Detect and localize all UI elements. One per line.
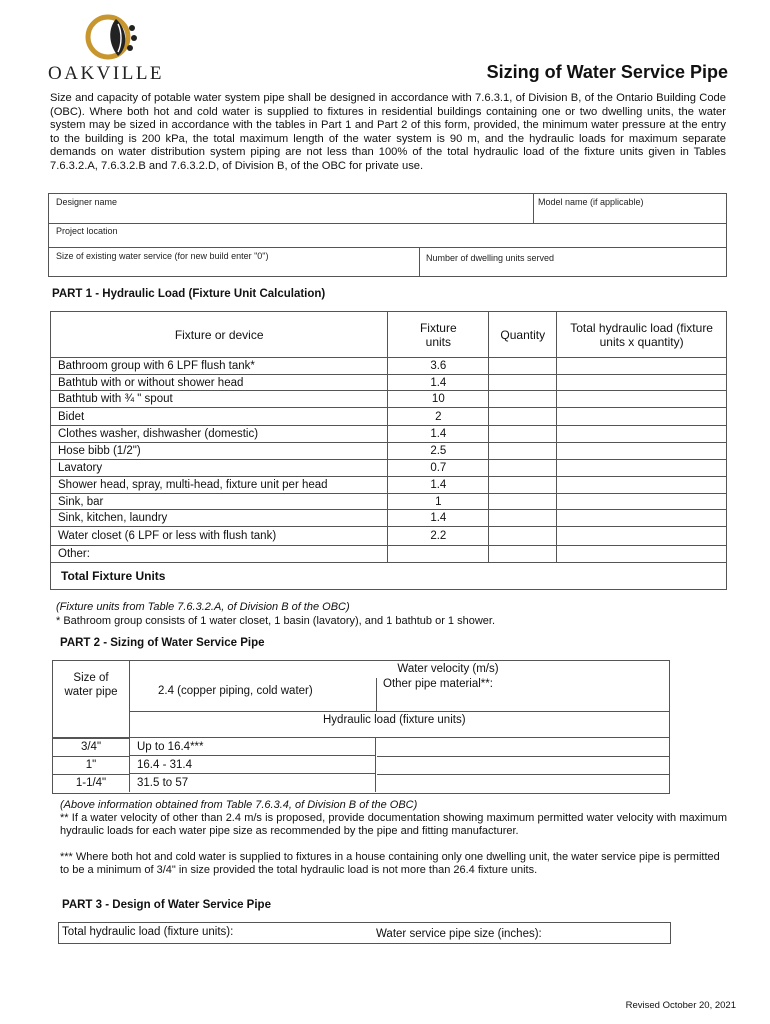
quantity-input[interactable]: [489, 510, 557, 527]
velocity-footnote: ** If a water velocity of other than 2.4 m/s is proposed, provide documentation showing maximum permitted water velocity with maximum hydraulic loads for each water pipe size as recommended by the pipe and fitting manufacturer.: [60, 812, 727, 838]
pipe-size-label: Water service pipe size (inches):: [376, 928, 542, 940]
total-load-input[interactable]: [557, 460, 727, 477]
fixture-units-value: 1.4: [388, 477, 489, 494]
oakville-logo: [78, 10, 148, 64]
pipe-size-value: 1-1/4": [53, 774, 130, 792]
part1-source-note: (Fixture units from Table 7.6.3.2.A, of Division B of the OBC): [56, 601, 350, 613]
col-units-header: Fixture units: [388, 312, 489, 358]
fixture-row: [51, 527, 727, 546]
existing-service-field[interactable]: [49, 248, 420, 276]
fixture-units-value: 2.5: [388, 443, 489, 460]
pipe-size-field[interactable]: [365, 923, 670, 943]
fixture-row: [51, 375, 727, 391]
col-velocity-header: Water velocity (m/s): [397, 663, 499, 675]
total-load-input[interactable]: [557, 477, 727, 494]
quantity-input[interactable]: [489, 443, 557, 460]
intro-paragraph: Size and capacity of potable water system pipe shall be designed in accordance with 7.6.3.1, of Division B, of the Ontario Building Code (OBC). Where both hot and cold water is supplied to fixtures in residential buildings containing one or two dwelling units, the water system may be sized in accordance with the tables in Part 1 and Part 2 of this form, provided, the minimum water pressure at the entry to the building is 200 kPa, the total maximum length of the water system is 90 m, and the hydraulic loads for maximum separate demands on water distribution system piping are not less than 100% of the total hydraulic load of the fixture units given in Tables 7.6.3.2.A, 7.6.3.2.B and 7.6.3.2.D, of Division B, of the OBC for private use.: [50, 92, 726, 172]
fixture-row: [51, 460, 727, 477]
existing-service-label: Size of existing water service (for new build enter "0"): [56, 251, 269, 261]
col-other-header: Other pipe material**:: [383, 678, 493, 690]
fixture-name: Shower head, spray, multi-head, fixture unit per head: [51, 477, 388, 494]
fixture-row: [51, 477, 727, 494]
col-total-header: Total hydraulic load (fixture units x quantity): [557, 312, 727, 358]
fixture-row: [51, 546, 727, 563]
total-load-input[interactable]: [557, 527, 727, 546]
fixture-units-value: 0.7: [388, 460, 489, 477]
part2-source-note: (Above information obtained from Table 7.6.3.4, of Division B of the OBC): [60, 799, 418, 811]
fixture-units-value: 1.4: [388, 375, 489, 391]
table-divider: [53, 737, 669, 738]
dwelling-footnote: *** Where both hot and cold water is supplied to fixtures in a house containing only one dwelling unit, the water service pipe is permitted to be a minimum of 3/4" in size provided the total hydraulic load is not more than 26.4 fixture units.: [60, 851, 720, 877]
pipe-size-value: 3/4": [53, 738, 130, 757]
fixture-units-value: 10: [388, 391, 489, 408]
other-material-load-input[interactable]: [377, 774, 669, 792]
dwelling-units-field[interactable]: [420, 248, 726, 276]
total-hydraulic-load-field[interactable]: [59, 923, 365, 943]
fixture-name: Hose bibb (1/2"): [51, 443, 388, 460]
designer-name-field[interactable]: [49, 194, 534, 224]
part1-heading: PART 1 - Hydraulic Load (Fixture Unit Calculation): [52, 288, 326, 300]
total-load-input[interactable]: [557, 426, 727, 443]
col-quantity-header: Quantity: [489, 312, 557, 358]
copper-load-value: 16.4 - 31.4: [130, 756, 376, 774]
col-size-header: Size of water pipe: [64, 672, 118, 698]
pipe-size-value: 1": [53, 756, 130, 775]
info-form: [48, 193, 727, 277]
fixture-units-value: 3.6: [388, 358, 489, 375]
fixture-name: Other:: [51, 546, 388, 563]
fixture-name: Lavatory: [51, 460, 388, 477]
total-load-input[interactable]: [557, 443, 727, 460]
logo-wordmark: OAKVILLE: [48, 63, 165, 84]
fixture-name: Bidet: [51, 408, 388, 426]
total-load-input[interactable]: [557, 358, 727, 375]
fixture-units-value: 1.4: [388, 510, 489, 527]
copper-load-value: 31.5 to 57: [130, 774, 376, 792]
quantity-input[interactable]: [489, 527, 557, 546]
fixture-row: [51, 426, 727, 443]
quantity-input[interactable]: [489, 494, 557, 510]
fixture-name: Bathtub with ¾ " spout: [51, 391, 388, 408]
col-hydraulic-header: Hydraulic load (fixture units): [323, 714, 466, 726]
total-load-input[interactable]: [557, 375, 727, 391]
part3-heading: PART 3 - Design of Water Service Pipe: [62, 899, 271, 911]
fixture-row: [51, 408, 727, 426]
col-fixture-header: Fixture or device: [51, 312, 388, 358]
quantity-input[interactable]: [489, 477, 557, 494]
fixture-row: [51, 358, 727, 375]
fixture-units-value: 1: [388, 494, 489, 510]
dwelling-units-label: Number of dwelling units served: [426, 253, 555, 263]
project-location-label: Project location: [56, 226, 118, 236]
fixture-name: Sink, kitchen, laundry: [51, 510, 388, 527]
part2-heading: PART 2 - Sizing of Water Service Pipe: [60, 637, 265, 649]
total-load-input[interactable]: [557, 494, 727, 510]
project-location-field[interactable]: [49, 224, 726, 248]
fixture-name: Bathtub with or without shower head: [51, 375, 388, 391]
total-load-input[interactable]: [557, 391, 727, 408]
page-title: Sizing of Water Service Pipe: [486, 62, 728, 82]
fixture-row: [51, 510, 727, 527]
total-fixture-units-label: Total Fixture Units: [51, 563, 727, 590]
designer-name-label: Designer name: [56, 197, 118, 207]
total-load-input[interactable]: [557, 510, 727, 527]
total-load-input[interactable]: [557, 408, 727, 426]
quantity-input[interactable]: [489, 391, 557, 408]
quantity-input[interactable]: [489, 358, 557, 375]
revision-date: Revised October 20, 2021: [625, 1000, 736, 1011]
quantity-input[interactable]: [489, 408, 557, 426]
fixture-row: [51, 443, 727, 460]
fixture-row: [51, 391, 727, 408]
fixture-units-value: 2.2: [388, 527, 489, 546]
fixture-name: Bathroom group with 6 LPF flush tank*: [51, 358, 388, 375]
quantity-input[interactable]: [489, 546, 557, 563]
other-material-load-input[interactable]: [377, 738, 669, 757]
quantity-input[interactable]: [489, 375, 557, 391]
fixture-table: [50, 311, 727, 590]
total-hydraulic-load-label: Total hydraulic load (fixture units):: [62, 926, 234, 938]
quantity-input[interactable]: [489, 460, 557, 477]
total-load-input[interactable]: [557, 546, 727, 563]
copper-load-value: Up to 16.4***: [130, 738, 376, 756]
fixture-name: Clothes washer, dishwasher (domestic): [51, 426, 388, 443]
other-material-load-input[interactable]: [377, 756, 669, 775]
fixture-units-value: 1.4: [388, 426, 489, 443]
design-summary-box: [58, 922, 671, 944]
fixture-units-value: [388, 546, 489, 563]
col-copper-header: 2.4 (copper piping, cold water): [158, 685, 313, 697]
quantity-input[interactable]: [489, 426, 557, 443]
fixture-name: Sink, bar: [51, 494, 388, 510]
model-name-label: Model name (if applicable): [538, 197, 644, 207]
fixture-units-value: 2: [388, 408, 489, 426]
fixture-row: [51, 494, 727, 510]
bathroom-group-note: * Bathroom group consists of 1 water closet, 1 basin (lavatory), and 1 bathtub or 1 shower.: [56, 615, 496, 627]
model-name-field[interactable]: [534, 194, 726, 224]
fixture-name: Water closet (6 LPF or less with flush tank): [51, 527, 388, 546]
pipe-sizing-table: [52, 660, 670, 794]
